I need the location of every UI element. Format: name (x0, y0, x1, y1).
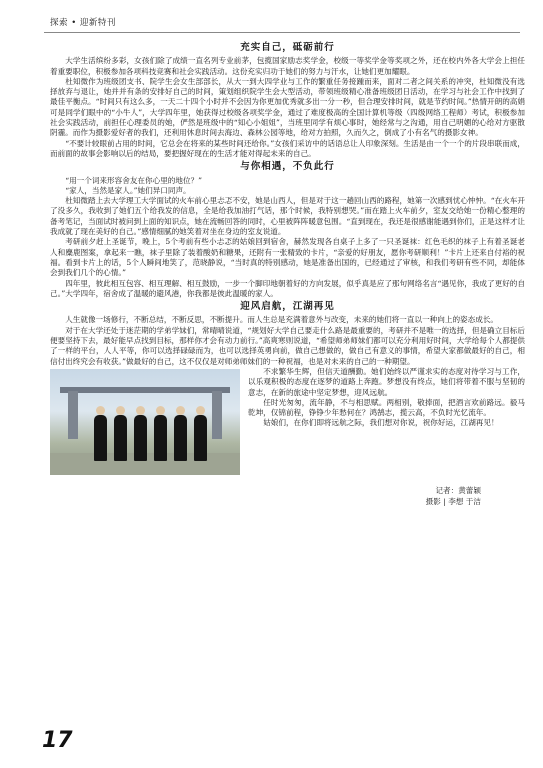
graduate-figure (94, 415, 107, 461)
paragraph: 杜知微踏上去大学理工大学面试的火车前心里忐忑不安，她是山西人，但是对于这一趟回山西的路程，她第一次感到忧心忡忡。“在火车开了没多久，我收到了她们五个给我发的信息，全是给我加油打气话，那个时候，我特别想哭。”而在踏上火车前夕，室友交给她一份精心整理的备考笔记，当面试时被问到上面的知识点，她在流畅回答的同时，心里被阵阵暖意包围。“直到现在，我还是很感谢能遇到你们，正是这样才让我成就了现在美好的自己。”感情细腻的她笑着对坐在身边的室友说道。 (50, 196, 525, 237)
paragraph: 考研前夕赶上圣诞节，晚上，5个考前有些小忐忑的姑娘回到宿舍，赫然发现各自桌子上多了一只圣诞袜：红色毛织的袜子上有着圣诞老人和麋鹿图案，拿起来一瞧，袜子里除了装着酸奶和糖果，还附有一张精致的卡片，“亲爱的好朋友，愿你考研顺利！”卡片上还来自付裕的祝福。看到卡片上的话，5个人瞬间地笑了，范晓静说，“当时真的特别感动，她是准备出国的，已经通过了审核，和我们考研有些不同，却能体会到我们几个的心情。” (50, 237, 525, 278)
article-body (50, 40, 525, 507)
paragraph: 四年里，彼此相互包容、相互理解、相互鼓励，一步一个脚印地朝着好的方向发展，似乎真是应了那句网络名言“遇见你，我成了更好的自己。”大学四年，宿舍成了温暖的避风港，你我都是彼此温暖的家人。 (50, 278, 525, 298)
paragraph: 任时光匆匆，流年静，不与相思赋。两相别，敬捧面，把酒言欢前路远。毅马乾坤，仅锦前程，铮铮少年愁何在？鸿鹄志，揽云高，不负时光忆流年。 (248, 397, 525, 418)
graduate-figure (174, 415, 187, 461)
paragraph: 人生就像一场修行，不断总结，不断反思，不断提升。而人生总是充满着意外与改变，未来的她们将一直以一种向上的姿态成长。 (65, 315, 499, 325)
paragraph: 大学生活缤纷多彩，女孩们除了成绩一直名列专业前茅，包揽国家励志奖学金，校级一等奖学金等奖项之外，还在校内外各大学会上担任着重要职位，积极参加各项科技竞赛和社会实践活动。这份充实归功于她们的努力与汗水，让她们更加耀眼。 (50, 56, 525, 76)
graduate-figure (114, 415, 127, 461)
graduation-group-photo (50, 369, 240, 475)
magazine-header: 探索 • 迎新特刊 (50, 18, 116, 28)
paragraph: “不要计较眼前占用的时间，它总会在将来的某些时间还给你。”女孩们采访中的话语总让人印象深刻。生活是由一个一个的片段串联而成，而前面的故事会影响以后的结局，要把握好现在的生活才能对得起未来的自己。 (50, 138, 525, 158)
campus-gate-beam (60, 387, 230, 393)
paragraph: 对于在大学还处于迷茫期的学弟学妹们，常晴晴说道，“规划好大学自己要走什么路是最重要的，考研并不是唯一的选择，但是确立目标后便要坚持下去，最好能早点找到目标，那样你才会有动力前行。”高爽寒则说道，“希望师弟师妹们都可以充分利用好时间，大学给每个人都提供了一样的平台，人人平等，你可以选择碌碌而为，也可以选择英勇向前，做自己想做的，做自己有意义的事情，希望大家都做最好的自己，相信付出终究会有收获。”做最好的自己，这不仅仅是对师弟师妹们的一种祝福，也是对未来的自己的一种期望。 (50, 325, 525, 366)
paragraph: “家人，当然是家人。”她们异口同声。 (65, 185, 191, 195)
paragraph: 杜知微作为班级团支书、院学生会女生部部长，从大一到大四学业与工作的繁重任务接踵而来，面对二者之间关系的冲突，杜知微没有选择放弃与退让，她并并有条的安排好自己的时间，策划组织院学生会大型活动，带领班级精心准备班级团日活动，在学习与社会工作中找到了最佳平衡点。“时间只有这么多，一天二十四个小时并不会因为你更加优秀就多出一分一秒，但合理安排时间，就是节约时间。”热情开朗的高娟可是同学们眼中的“小牛人”，大学四年里，她获得过校级各项奖学金，通过了难度极高的全国计算机等级（四级网络工程师）考试，积极参加社会实践活动，前担任心理委员的她，俨然是班级中的“知心小姐姐”，当班里同学有烦心事时，她经常与之沟通，用自己明媚的心给对方驱散阴霾。而作为摄影爱好者的我们，还利用休息时间去海边、森林公园等地，给对方拍照，久而久之，倒成了小有名气的摄影女神。 (50, 76, 525, 138)
campus-gate-post (68, 391, 78, 439)
section-title-3: 迎风启航，江湖再见 (240, 301, 335, 313)
section-title-1: 充实自己，砥砺前行 (240, 42, 335, 53)
page-number: 17 (42, 728, 73, 753)
byline (50, 485, 525, 507)
graduate-figure (194, 415, 207, 461)
campus-gate-post (212, 391, 222, 439)
paragraph: 姑娘们，在你们即将远航之际，我们想对你说，祝你好运，江湖再见！ (263, 418, 499, 428)
section-title-2: 与你相遇，不负此行 (240, 161, 335, 173)
header-divider (44, 32, 520, 33)
graduate-figure (154, 415, 167, 461)
graduate-figure (134, 415, 147, 461)
paragraph: 不求繁华生辉，但信天道酬勤。她们始终以严谨求实的态度对待学习与工作，以乐观积极的态度在逐梦的道路上奔跑。梦想没有终点，她们将带着不服与坚韧的意志，在新的旅途中坚定梦想，迎风远航。 (248, 366, 525, 397)
reporter-credit: 记者：黄蕾颖 (435, 485, 481, 495)
paragraph: “用一个词来形容舍友在你心里的地位？” (65, 175, 203, 185)
photo-credit: 摄影 | 李想 于洁 (425, 496, 481, 506)
